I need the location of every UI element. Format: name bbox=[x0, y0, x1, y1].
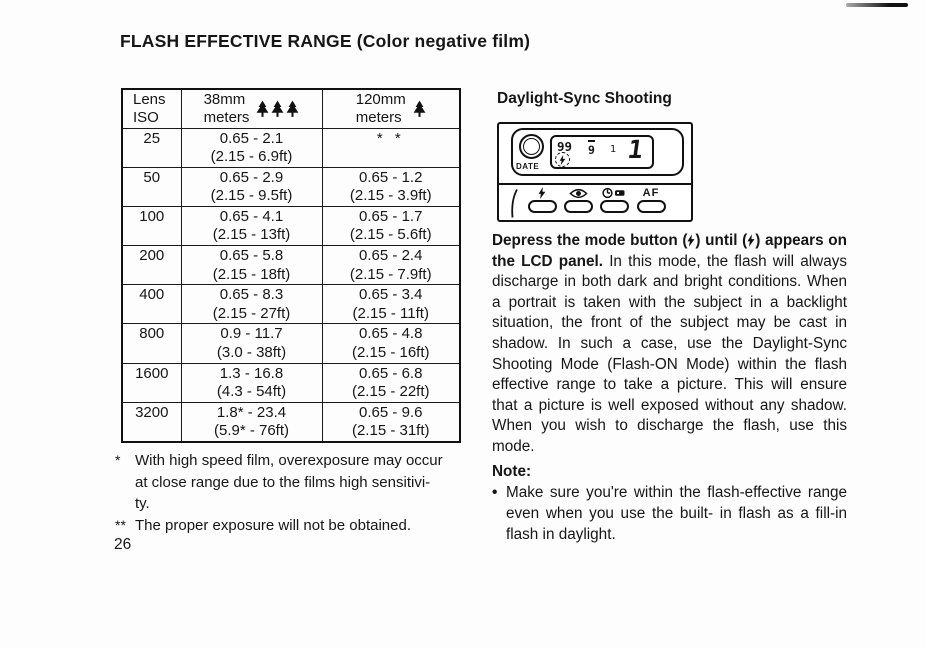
page-number: 26 bbox=[114, 536, 132, 553]
iso-cell: 1600 bbox=[122, 363, 181, 402]
lcd-day-digit: 1 bbox=[610, 144, 617, 155]
iso-cell: 3200 bbox=[122, 402, 181, 442]
camera-lcd-panel-diagram bbox=[497, 122, 693, 222]
table-row bbox=[122, 285, 460, 324]
af-button-group bbox=[634, 187, 668, 213]
flash-mode-button-group bbox=[525, 187, 559, 213]
iso-cell: 100 bbox=[122, 206, 181, 245]
body-text: In this mode, the flash will always discharge in both dark and bright conditions. When a portrait is taken with the subject in a backlight situation, the front of the subject may be cast in shadow. In such a case, use the Daylight-Sync Shooting Mode (Flash-ON Mode) within the flash effective range to take a picture. This will ensure that a picture is well exposed without any shadow. When you wish to discharge the flash, use this mode. bbox=[492, 252, 848, 455]
header-120mm-label: 120mm bbox=[355, 91, 406, 109]
range-38mm-cell: 0.9 - 11.7 (3.0 - 38ft) bbox=[181, 324, 322, 363]
flash-range-table bbox=[121, 88, 461, 443]
red-eye-button-group bbox=[561, 187, 595, 213]
range-120mm-cell: 0.65 - 6.8 (2.15 - 22ft) bbox=[322, 363, 460, 402]
iso-cell: 800 bbox=[122, 324, 181, 363]
footnote-marker: ** bbox=[115, 516, 126, 533]
section-heading: Daylight-Sync Shooting bbox=[497, 90, 672, 107]
range-120mm-cell: 0.65 - 2.4 (2.15 - 7.9ft) bbox=[322, 246, 460, 285]
lcd-month-digit: 9 bbox=[588, 140, 595, 157]
iso-cell: 25 bbox=[122, 128, 181, 167]
table-row bbox=[122, 167, 460, 206]
red-eye-button bbox=[564, 200, 593, 213]
range-38mm-cell: 0.65 - 2.1 (2.15 - 6.9ft) bbox=[181, 128, 322, 167]
self-timer-button-group bbox=[597, 187, 631, 213]
header-120mm bbox=[322, 89, 460, 128]
range-38mm-cell: 0.65 - 2.9 (2.15 - 9.5ft) bbox=[181, 167, 322, 206]
lcd-display bbox=[550, 135, 654, 169]
iso-cell: 400 bbox=[122, 285, 181, 324]
red-eye-icon bbox=[569, 187, 588, 199]
range-38mm-cell: 0.65 - 4.1 (2.15 - 13ft) bbox=[181, 206, 322, 245]
header-38mm-label: 38mm bbox=[203, 91, 246, 109]
footnotes bbox=[115, 450, 471, 536]
range-120mm-cell: 0.65 - 1.2 (2.15 - 3.9ft) bbox=[322, 167, 460, 206]
page-title: FLASH EFFECTIVE RANGE (Color negative film) bbox=[120, 31, 531, 51]
top-panel-outline bbox=[511, 128, 684, 176]
footnote-text: With high speed film, overexposure may occur at close range due to the films high sensitivi- ty. bbox=[135, 452, 443, 512]
range-120mm-cell: 0.65 - 1.7 (2.15 - 5.6ft) bbox=[322, 206, 460, 245]
header-120mm-meters-label: meters bbox=[355, 109, 402, 127]
af-button bbox=[637, 200, 666, 213]
bold-lead-sentence: Depress the mode button ( ) until ( ) appears on the LCD panel. bbox=[492, 232, 847, 270]
table-row bbox=[122, 128, 460, 167]
button-strip bbox=[499, 183, 691, 220]
body-paragraph bbox=[492, 231, 847, 458]
range-38mm-cell: 0.65 - 5.8 (2.15 - 18ft) bbox=[181, 246, 322, 285]
note-label: Note: bbox=[492, 463, 532, 480]
date-button-ring bbox=[523, 138, 540, 155]
flash-bolt-icon bbox=[538, 187, 546, 199]
range-38mm-cell: 0.65 - 8.3 (2.15 - 27ft) bbox=[181, 285, 322, 324]
iso-cell: 200 bbox=[122, 246, 181, 285]
lcd-frame-counter: 1 bbox=[625, 135, 646, 164]
panel-edge-curve bbox=[509, 188, 519, 219]
header-iso-label: ISO bbox=[133, 109, 159, 126]
af-button-label: AF bbox=[642, 187, 660, 199]
footnote-double-asterisk bbox=[115, 515, 471, 537]
range-120mm-cell: 0.65 - 4.8 (2.15 - 16ft) bbox=[322, 324, 460, 363]
range-120mm-cell: 0.65 - 9.6 (2.15 - 31ft) bbox=[322, 402, 460, 442]
header-lens-iso bbox=[122, 89, 181, 128]
flash-mode-button bbox=[528, 200, 557, 213]
table-row bbox=[122, 363, 460, 402]
flash-on-mode-indicator bbox=[555, 152, 570, 167]
lcd-year-digits: 99 bbox=[557, 139, 573, 154]
note-block bbox=[492, 461, 847, 545]
date-button bbox=[519, 134, 544, 159]
scan-artifact-line bbox=[846, 3, 908, 7]
range-38mm-cell: 1.8* - 23.4 (5.9* - 76ft) bbox=[181, 402, 322, 442]
header-38mm bbox=[181, 89, 322, 128]
self-timer-remote-icon bbox=[602, 187, 626, 199]
table-row bbox=[122, 246, 460, 285]
footnote-marker: * bbox=[115, 452, 121, 468]
table-row bbox=[122, 324, 460, 363]
self-timer-button bbox=[600, 200, 629, 213]
note-bullet-item bbox=[492, 482, 847, 545]
range-120mm-cell: * * bbox=[322, 128, 460, 167]
tree-1-icon bbox=[413, 100, 426, 118]
header-38mm-meters-label: meters bbox=[203, 109, 250, 127]
table-header-row bbox=[122, 89, 460, 128]
range-38mm-cell: 1.3 - 16.8 (4.3 - 54ft) bbox=[181, 363, 322, 402]
date-button-label: DATE bbox=[516, 162, 540, 171]
note-bullet-text: Make sure you're within the flash-effective range even when you use the built- in flash as a fill-in flash in daylight. bbox=[506, 484, 847, 543]
trees-3-icon bbox=[256, 100, 299, 118]
flash-bolt-icon bbox=[559, 155, 566, 165]
iso-cell: 50 bbox=[122, 167, 181, 206]
range-120mm-cell: 0.65 - 3.4 (2.15 - 11ft) bbox=[322, 285, 460, 324]
bullet-icon: • bbox=[492, 484, 498, 501]
header-lens-label: Lens bbox=[133, 91, 166, 108]
footnote-text: The proper exposure will not be obtained. bbox=[135, 516, 412, 534]
footnote-single-asterisk bbox=[115, 450, 471, 515]
table-row bbox=[122, 206, 460, 245]
table-row bbox=[122, 402, 460, 442]
